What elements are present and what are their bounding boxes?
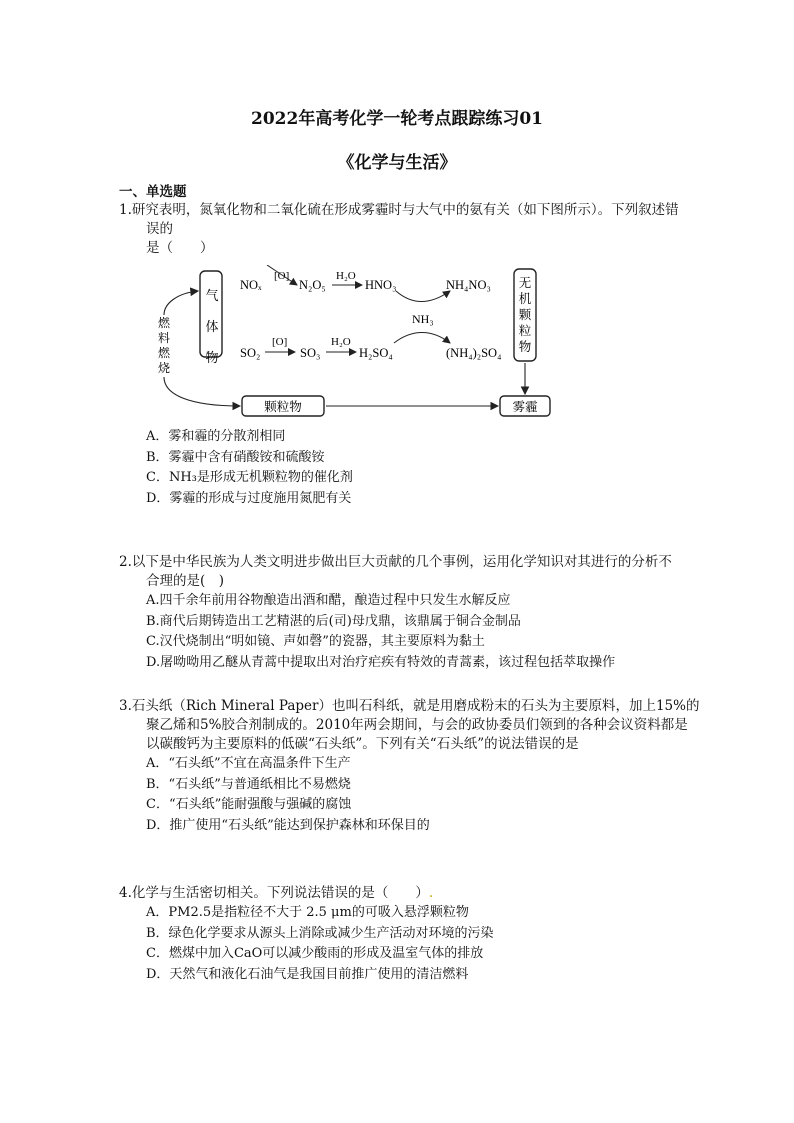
option-c[interactable]: C．“石头纸”能耐强酸与强碱的腐蚀 [146, 797, 352, 813]
option-b[interactable]: B．雾霾中含有硝酸铵和硫酸铵 [146, 449, 325, 465]
question-stem: 聚乙烯和5%胶合剂制成的。2010年两会期间，与会的政协委员们领到的各种会议资料都是 [146, 717, 688, 733]
question-stem: 是（ ） [146, 240, 214, 256]
nh3-label: NH₃ [412, 312, 434, 326]
gas-box [200, 271, 222, 357]
haze-box-label: 雾霾 [512, 400, 538, 414]
fuel-to-particle-arrow [164, 377, 240, 406]
option-a[interactable]: A．PM2.5是指粒径不大于 2.5 μm的可吸入悬浮颗粒物 [146, 905, 469, 920]
nox-formula: NOₓ [240, 278, 262, 292]
haze-formation-diagram [150, 265, 570, 425]
option-a[interactable]: A．雾和霾的分散剂相同 [146, 429, 286, 444]
question-3 [119, 697, 719, 837]
fuel-to-gas-arrow [164, 291, 198, 315]
question-stem: 误的 [146, 221, 173, 237]
row1-curve-arrow [396, 291, 450, 302]
stem-dot: . [428, 885, 434, 901]
nh4-2so4-formula: (NH₄)₂SO₄ [446, 346, 502, 360]
question-stem: 合理的是( ) [146, 573, 225, 589]
n2o5-formula: N₂O₅ [299, 278, 326, 292]
question-1-options [119, 427, 719, 510]
row1-arrow-1 [267, 265, 297, 285]
inorganic-box-label: 无机颗粒物 [518, 276, 532, 354]
row2-curve-arrow [394, 333, 450, 344]
particle-box-label: 颗粒物 [264, 400, 302, 414]
option-d[interactable]: D．天然气和液化石油气是我国目前推广使用的清洁燃料 [146, 967, 469, 983]
question-stem [119, 884, 719, 903]
question-stem: 1.研究表明，氮氧化物和二氧化硫在形成雾霾时与大气中的氨有关（如下图所示）。下列叙述错 [119, 202, 679, 218]
option-b[interactable]: B.商代后期铸造出工艺精湛的后(司)母戊鼎，该鼎属于铜合金制品 [146, 613, 521, 629]
so3-formula: SO₃ [300, 346, 321, 360]
option-a[interactable]: A．“石头纸”不宜在高温条件下生产 [146, 756, 351, 771]
option-c[interactable]: C．NH₃是形成无机颗粒物的催化剂 [146, 470, 353, 486]
water-label-2: H₂O [331, 336, 351, 348]
so2-formula: SO₂ [240, 346, 261, 360]
option-b[interactable]: B．“石头纸”与普通纸相比不易燃烧 [146, 776, 351, 792]
question-4 [119, 884, 719, 986]
question-stem-text: 4.化学与生活密切相关。下列说法错误的是（ ） [119, 885, 429, 901]
option-b[interactable]: B．绿色化学要求从源头上消除或减少生产活动对环境的污染 [146, 925, 494, 941]
question-1 [119, 201, 719, 258]
option-c[interactable]: C．燃煤中加入CaO可以减少酸雨的形成及温室气体的排放 [146, 946, 484, 962]
page-subtitle: 《化学与生活》 [337, 153, 457, 173]
option-a[interactable]: A.四千余年前用谷物酿造出酒和醋，酿造过程中只发生水解反应 [146, 593, 511, 608]
question-stem: 以碳酸钙为主要原料的低碳“石头纸”。下列有关“石头纸”的说法错误的是 [146, 736, 579, 752]
question-stem: 3.石头纸（Rich Mineral Paper）也叫石科纸，就是用磨成粉末的石头为主要原料，加上15%的 [119, 698, 700, 714]
option-c[interactable]: C.汉代烧制出“明如镜、声如磬”的瓷器，其主要原料为黏土 [146, 634, 485, 650]
question-stem: 2.以下是中华民族为人类文明进步做出巨大贡献的几个事例，运用化学知识对其进行的分析不 [119, 554, 672, 570]
option-d[interactable]: D．雾霾的形成与过度施用氮肥有关 [146, 491, 352, 507]
section-heading: 一、单选题 [119, 184, 187, 200]
hno3-formula: HNO₃ [365, 278, 397, 292]
h2so4-formula: H₂SO₄ [359, 346, 393, 360]
oxidation-label-2: [O] [272, 336, 288, 348]
nh4no3-formula: NH₄NO₃ [446, 278, 491, 292]
option-d[interactable]: D.屠呦呦用乙醚从青蒿中提取出对治疗疟疾有特效的青蒿素，该过程包括萃取操作 [146, 655, 616, 671]
question-2 [119, 553, 719, 674]
page-title: 2022年高考化学一轮考点跟踪练习01 [251, 109, 543, 129]
option-d[interactable]: D．推广使用“石头纸”能达到保护森林和环保目的 [146, 818, 430, 834]
fuel-combustion-label: 燃料燃烧 [157, 316, 171, 375]
water-label-1: H₂O [336, 270, 356, 282]
gas-box-label: 气体物 [203, 288, 219, 364]
oxidation-label-1: [O] [274, 270, 290, 282]
